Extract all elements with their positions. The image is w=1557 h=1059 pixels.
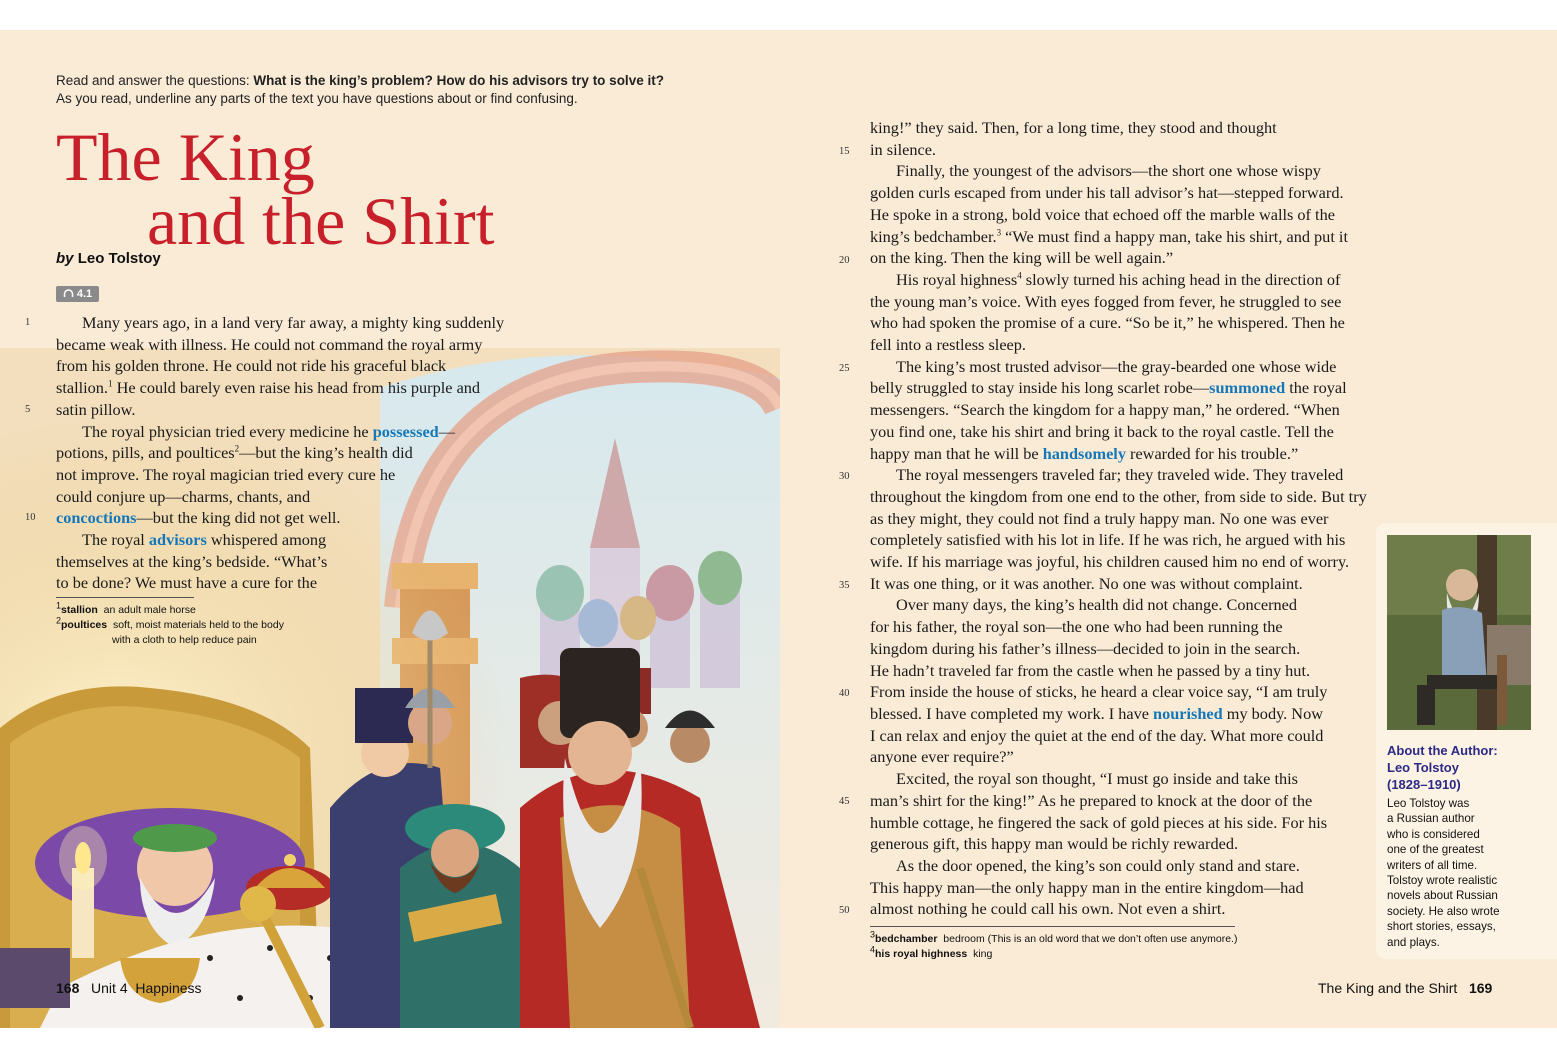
story-text: rewarded for his trouble.”: [1125, 443, 1299, 463]
story-title-line2: and the Shirt: [147, 183, 495, 259]
story-text: whispered among: [206, 530, 327, 550]
author-bio-line: novels about Russian: [1387, 889, 1498, 903]
author-bio-line: writers of all time.: [1387, 858, 1478, 872]
footnote-term: stallion: [61, 604, 98, 616]
footnotes-left: [56, 600, 284, 648]
footnote: [56, 615, 284, 633]
headphones-icon: [63, 289, 74, 298]
story-title-line1: The King: [56, 119, 315, 195]
unit-theme: Happiness: [135, 980, 202, 996]
vocab-word-concoctions[interactable]: concoctions: [56, 508, 137, 528]
story-line: on the king. Then the king will be well again.”: [870, 248, 1174, 268]
story-line: [870, 226, 1367, 248]
story-line: [56, 529, 504, 551]
story-line: as they might, they could not find a truly happy man. No one was ever: [870, 508, 1329, 528]
instructions-plain: Read and answer the questions:: [56, 73, 254, 88]
footnote: [56, 600, 284, 618]
story-line: Excited, the royal son thought, “I must go inside and take this: [896, 769, 1298, 789]
story-line: almost nothing he could call his own. Not even a shirt.: [870, 899, 1226, 919]
story-line: golden curls escaped from under his tall advisor’s hat—stepped forward.: [870, 183, 1344, 203]
unit-label: Unit 4: [91, 980, 128, 996]
footnote-def: an adult male horse: [103, 604, 196, 616]
line-number: 15: [839, 146, 850, 157]
about-author-name: Leo Tolstoy: [1387, 760, 1459, 775]
author-portrait: [1387, 535, 1531, 730]
page-footer-left: [56, 980, 202, 996]
vocab-word-possessed[interactable]: possessed: [372, 421, 439, 441]
story-text-left-column: [56, 312, 504, 594]
story-line: to be done? We must have a cure for the: [56, 573, 318, 593]
story-text: belly struggled to stay inside his long scarlet robe—: [870, 378, 1210, 398]
footnote-ref[interactable]: 2: [234, 443, 240, 454]
story-text: happy man that he will be: [870, 443, 1043, 463]
about-author-dates: (1828–1910): [1387, 777, 1461, 792]
story-text: slowly turned his aching head in the direction of: [1021, 269, 1341, 289]
byline-by: by: [56, 250, 74, 267]
story-line: humble cottage, he fingered the sack of gold pieces at his side. For his: [870, 812, 1328, 832]
about-author-label: About the Author:: [1387, 743, 1498, 758]
story-line: wife. If his marriage was joyful, his children caused him no end of worry.: [870, 552, 1350, 572]
author-bio-line: and plays.: [1387, 935, 1440, 949]
story-line: Over many days, the king’s health did not change. Concerned: [896, 595, 1298, 615]
story-line: satin pillow.: [56, 399, 136, 419]
author-bio-line: Tolstoy wrote realistic: [1387, 874, 1498, 888]
footnote-def: bedroom (This is an old word that we don’t often use anymore.): [943, 933, 1238, 945]
story-line: He spoke in a strong, bold voice that echoed off the marble walls of the: [870, 204, 1335, 224]
audio-track-badge[interactable]: [56, 286, 99, 302]
story-line: the young man’s voice. With eyes fogged from fever, he struggled to see: [870, 291, 1342, 311]
story-text: His royal highness: [896, 269, 1018, 289]
story-line: [870, 443, 1367, 465]
footnote: [870, 929, 1238, 947]
instructions-questions: What is the king’s problem? How do his advisors try to solve it?: [253, 73, 664, 88]
footnote-num: 1: [56, 600, 62, 611]
page-number-left: 168: [56, 980, 80, 996]
story-line: you find one, take his shirt and bring it back to the royal castle. Tell the: [870, 421, 1334, 441]
story-line: [56, 377, 504, 399]
footnote: [870, 944, 1237, 962]
story-line: not improve. The royal magician tried every cure he: [56, 464, 396, 484]
vocab-word-summoned[interactable]: summoned: [1209, 378, 1286, 398]
story-text: —but the king’s health did: [239, 443, 413, 463]
story-line: [870, 269, 1367, 291]
footnote-num: 2: [56, 615, 62, 626]
story-line: [56, 442, 504, 464]
story-text: The royal: [82, 530, 149, 550]
line-number: 20: [839, 255, 850, 266]
vocab-word-handsomely[interactable]: handsomely: [1042, 443, 1126, 463]
story-line: I can relax and enjoy the quiet at the end of the day. What more could: [870, 725, 1324, 745]
story-text: blessed. I have completed my work. I have: [870, 703, 1154, 723]
audio-track-number: 4.1: [76, 288, 93, 300]
footnotes-right: [870, 929, 1238, 962]
story-text: He could barely even raise his head from his purple and: [112, 378, 481, 398]
story-line: generous gift, this happy man would be richly rewarded.: [870, 834, 1239, 854]
story-line: The royal messengers traveled far; they traveled wide. They traveled: [896, 465, 1344, 485]
page-footer-right: [1318, 980, 1492, 996]
story-line: [56, 507, 504, 529]
line-number: 25: [839, 363, 850, 374]
footnote-term: bedchamber: [875, 933, 938, 945]
story-line: [870, 377, 1367, 399]
footnote-rule: [56, 597, 194, 598]
vocab-word-nourished[interactable]: nourished: [1153, 703, 1223, 723]
story-text: —but the king did not get well.: [136, 508, 341, 528]
story-line: Finally, the youngest of the advisors—the short one whose wispy: [896, 161, 1321, 181]
author-bio-line: who is considered: [1387, 827, 1480, 841]
reading-instructions: [56, 72, 796, 108]
author-bio-line: society. He also wrote: [1387, 904, 1500, 918]
line-number: 45: [839, 796, 850, 807]
story-line: kingdom during his father’s illness—decided to join in the search.: [870, 638, 1301, 658]
story-text: The royal physician tried every medicine he: [82, 421, 373, 441]
story-line: for his father, the royal son—the one who had been running the: [870, 617, 1283, 637]
story-line: [56, 421, 504, 443]
story-line: king!” they said. Then, for a long time, they stood and thought: [870, 118, 1277, 137]
story-line: anyone ever require?”: [870, 747, 1014, 767]
story-text: potions, pills, and poultices: [56, 443, 235, 463]
line-number: 50: [839, 905, 850, 916]
story-line: messengers. “Search the kingdom for a happy man,” he ordered. “When: [870, 400, 1340, 420]
line-number: 10: [25, 512, 36, 523]
author-bio-line: a Russian author: [1387, 812, 1475, 826]
story-line: This happy man—the only happy man in the entire kingdom—had: [870, 877, 1304, 897]
footnote-def-continued: with a cloth to help reduce pain: [112, 634, 257, 646]
footnote-def: soft, moist materials held to the body: [112, 619, 284, 631]
story-line: from his golden throne. He could not ride his graceful black: [56, 356, 447, 376]
line-number: 35: [839, 580, 850, 591]
story-line: As the door opened, the king’s son could only stand and stare.: [896, 855, 1300, 875]
story-line: fell into a restless sleep.: [870, 335, 1026, 355]
line-number: 1: [25, 317, 31, 328]
story-line: It was one thing, or it was another. No one was without complaint.: [870, 573, 1303, 593]
story-line: man’s shirt for the king!” As he prepared to knock at the door of the: [870, 790, 1313, 810]
footnote-ref[interactable]: 4: [1017, 270, 1022, 281]
instructions-underline-note: As you read, underline any parts of the text you have questions about or find confusing.: [56, 91, 578, 106]
footnote-ref[interactable]: 3: [996, 227, 1002, 238]
vocab-word-advisors[interactable]: advisors: [148, 530, 207, 550]
story-line: became weak with illness. He could not command the royal army: [56, 334, 483, 354]
story-line: He hadn’t traveled far from the castle when he passed by a tiny hut.: [870, 660, 1311, 680]
footnote-rule: [870, 926, 1235, 927]
footnote-term: poultices: [61, 619, 108, 631]
story-text: my body. Now: [1222, 703, 1323, 723]
running-title: The King and the Shirt: [1318, 980, 1458, 996]
story-line: From inside the house of sticks, he heard a clear voice say, “I am truly: [870, 682, 1328, 702]
story-text: —: [438, 421, 456, 441]
story-line: themselves at the king’s bedside. “What’s: [56, 551, 328, 571]
story-text: stallion.: [56, 378, 109, 398]
story-line: Many years ago, in a land very far away, a mighty king suddenly: [82, 313, 505, 332]
byline-author: Leo Tolstoy: [77, 250, 161, 267]
about-author-body: [1387, 796, 1517, 950]
about-author-heading: [1387, 742, 1498, 793]
footnote-term: his royal highness: [875, 948, 968, 960]
page-number-right: 169: [1468, 980, 1493, 996]
story-line: in silence.: [870, 139, 937, 159]
story-text: the royal: [1285, 378, 1347, 398]
story-line: [870, 703, 1367, 725]
footnote-ref[interactable]: 1: [108, 378, 113, 389]
line-number: 30: [839, 471, 850, 482]
story-line: throughout the kingdom from one end to the other, from side to side. But try: [870, 486, 1367, 506]
book-spread: [0, 30, 1557, 1028]
line-number: 40: [839, 688, 850, 699]
footnote-def: king: [973, 948, 993, 960]
story-line: completely satisfied with his lot in life. If he was rich, he argued with his: [870, 530, 1346, 550]
story-line: could conjure up—charms, chants, and: [56, 486, 311, 506]
author-bio-line: one of the greatest: [1387, 843, 1484, 857]
story-text: king’s bedchamber.: [870, 226, 997, 246]
author-bio-line: Leo Tolstoy was: [1387, 797, 1470, 810]
byline: [56, 250, 161, 267]
story-line: The king’s most trusted advisor—the gray-bearded one whose wide: [896, 356, 1337, 376]
author-bio-line: short stories, essays,: [1387, 920, 1496, 934]
line-number: 5: [25, 404, 31, 415]
story-text: “We must find a happy man, take his shirt, and put it: [1001, 226, 1348, 246]
story-line: who had spoken the promise of a cure. “So be it,” he whispered. Then he: [870, 313, 1345, 333]
footnote-num: 3: [870, 929, 876, 940]
story-text-right-column: [870, 117, 1367, 920]
footnote-num: 4: [870, 944, 876, 955]
